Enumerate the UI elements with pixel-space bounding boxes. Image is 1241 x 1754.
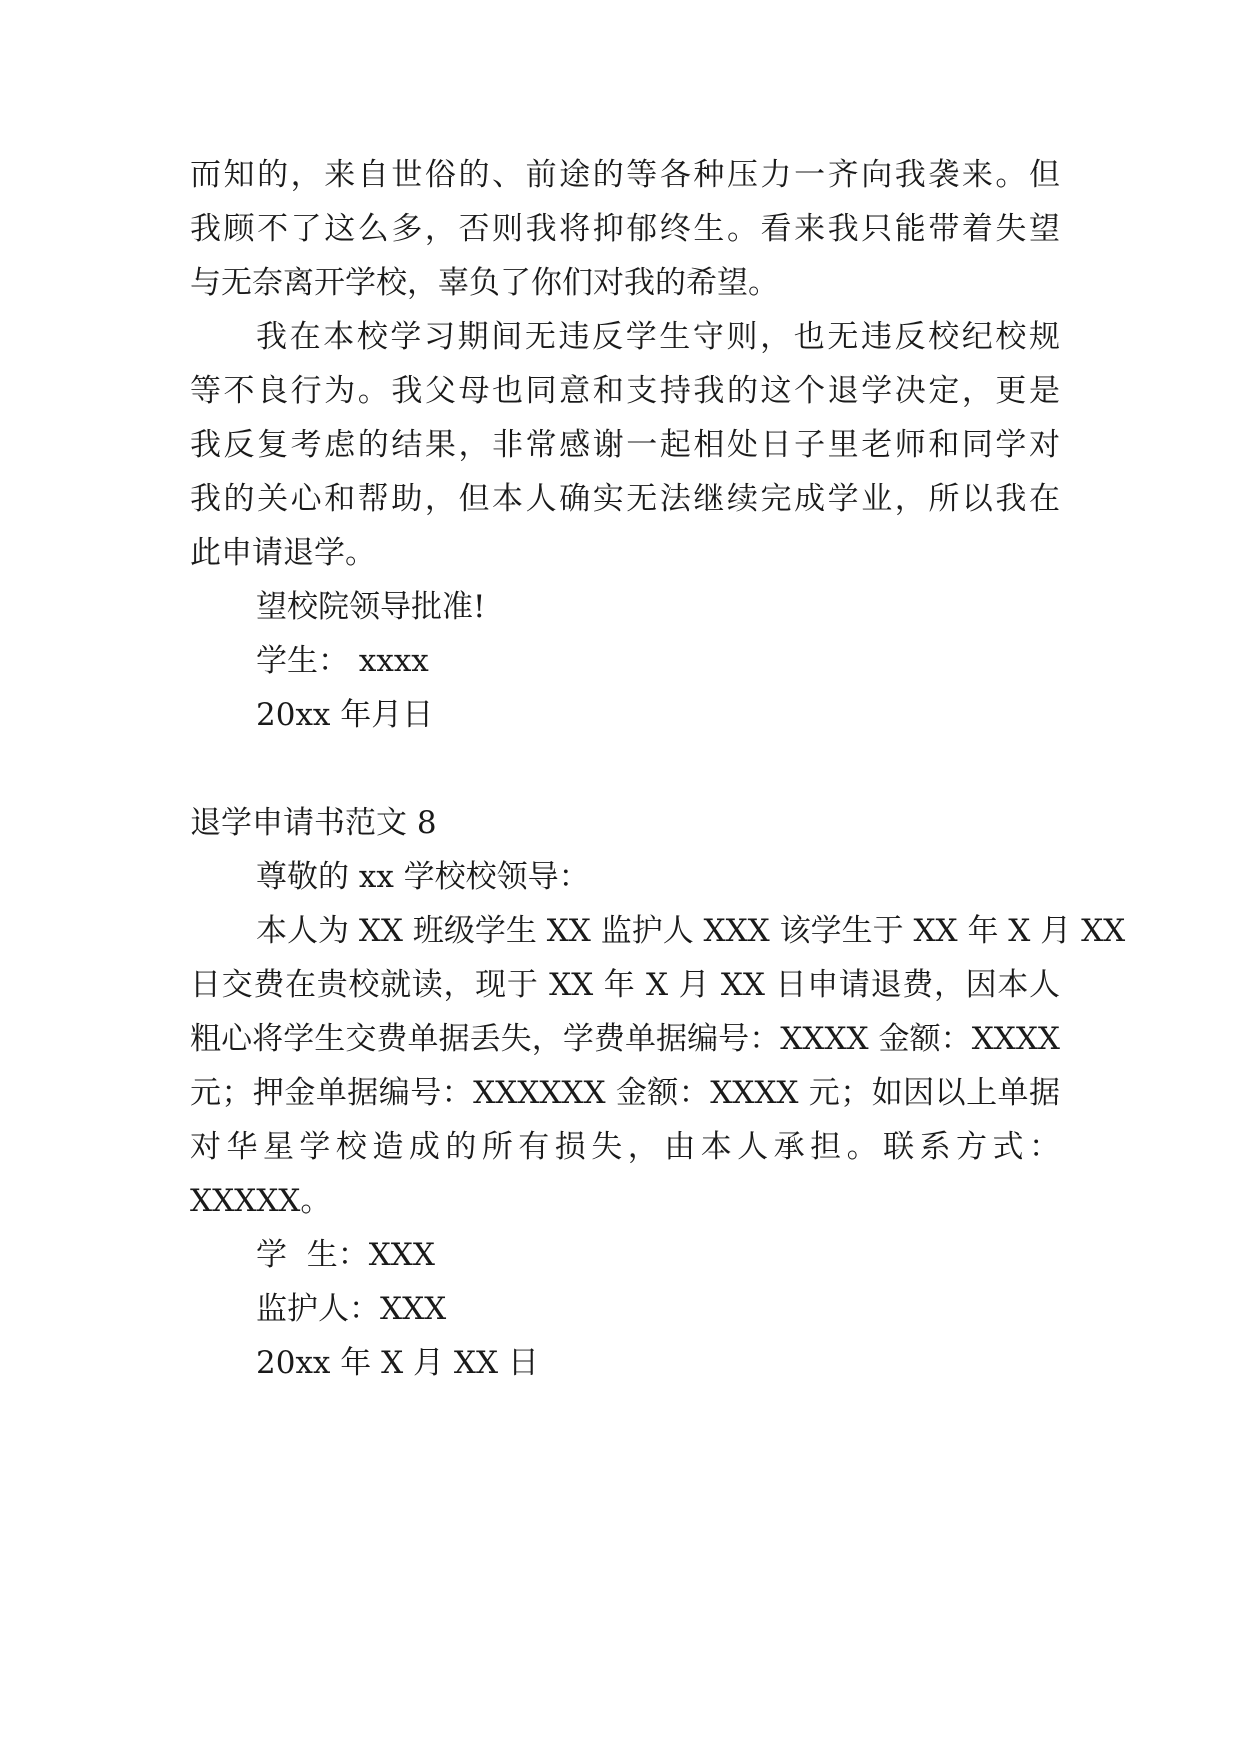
salutation: 尊敬的 xx 学校校领导： [256,859,590,895]
body-text-line: 对华星学校造成的所有损失，由本人承担。联系方式： [190,1129,1060,1165]
section-heading: 退学申请书范文 8 [190,805,437,841]
body-text-line: 元；押金单据编号：XXXXXX 金额：XXXX 元；如因以上单据 [190,1075,1060,1111]
letter-date: 20xx 年月日 [256,697,434,733]
body-text-line: XXXXX。 [190,1183,332,1219]
body-text-line: 我在本校学习期间无违反学生守则，也无违反校纪校规 [256,319,1060,355]
letter-date: 20xx 年 X 月 XX 日 [256,1345,539,1381]
body-text-line: 而知的，来自世俗的、前途的等各种压力一齐向我袭来。但 [190,157,1060,193]
body-text-line: 我的关心和帮助，但本人确实无法继续完成学业，所以我在 [190,481,1060,517]
body-text-line: 我反复考虑的结果，非常感谢一起相处日子里老师和同学对 [190,427,1060,463]
body-text-line: 我顾不了这么多，否则我将抑郁终生。看来我只能带着失望 [190,211,1060,247]
body-text-line: 粗心将学生交费单据丢失，学费单据编号：XXXX 金额：XXXX [190,1021,1060,1057]
student-signature: 学 生：XXX [256,1237,435,1273]
body-text-line: 此申请退学。 [190,535,376,571]
approval-request: 望校院领导批准! [256,589,486,625]
guardian-signature: 监护人：XXX [256,1291,447,1327]
body-text-line: 等不良行为。我父母也同意和支持我的这个退学决定，更是 [190,373,1060,409]
body-text-line: 本人为 XX 班级学生 XX 监护人 XXX 该学生于 XX 年 X 月 XX [256,913,1126,949]
student-signature: 学生： xxxx [256,643,429,679]
body-text-line: 与无奈离开学校，辜负了你们对我的希望。 [190,265,779,301]
body-text-line: 日交费在贵校就读，现于 XX 年 X 月 XX 日申请退费，因本人 [190,967,1060,1003]
